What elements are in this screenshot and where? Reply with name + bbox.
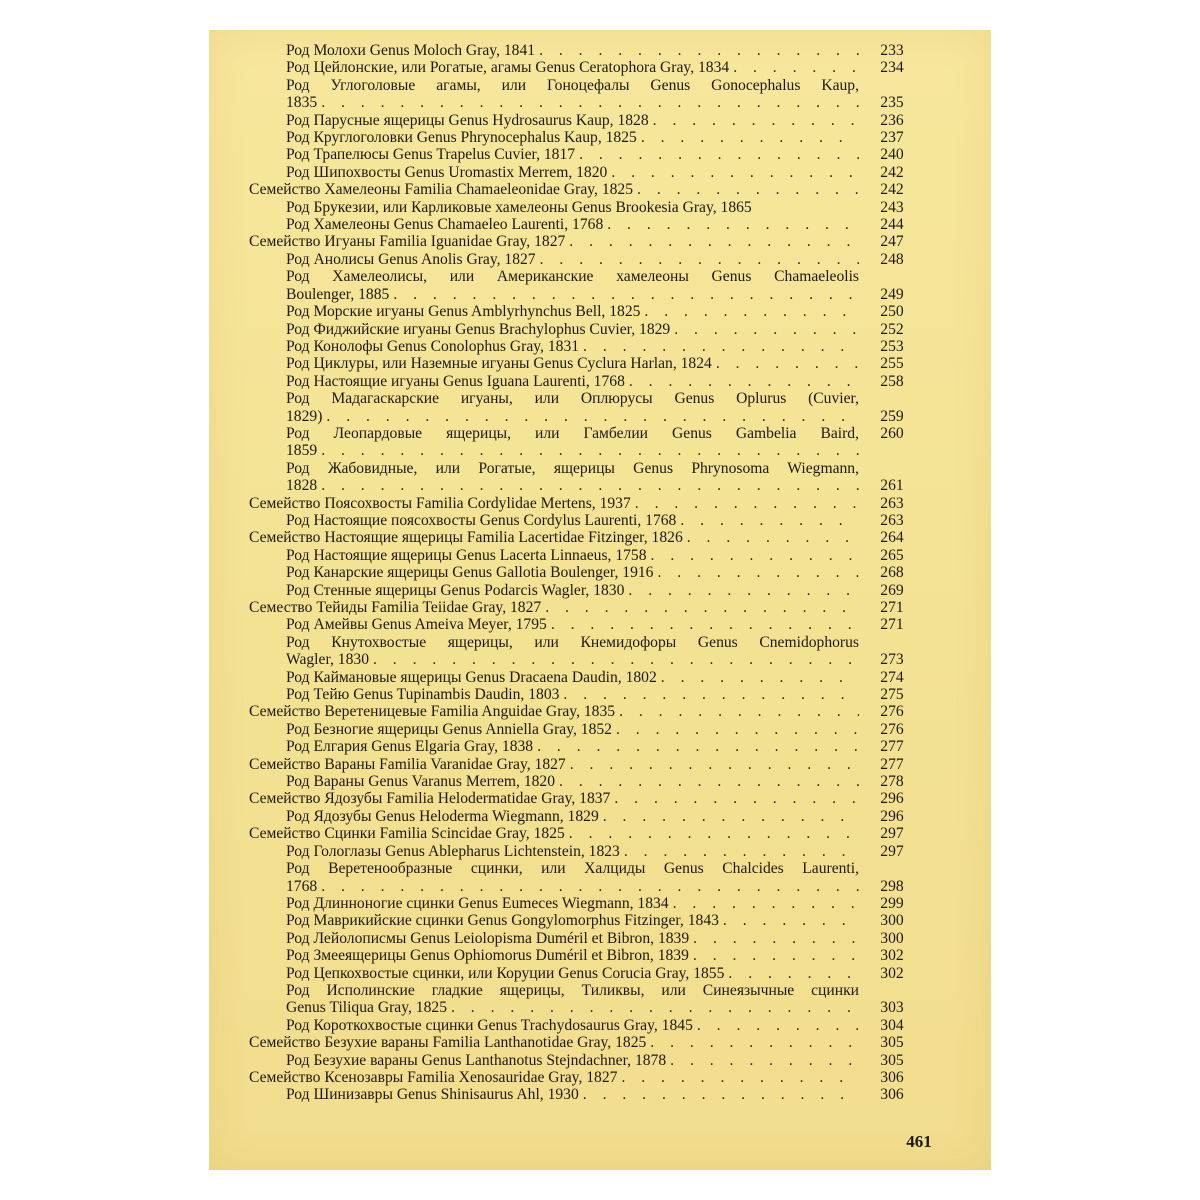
toc-page-number: 249 — [880, 285, 904, 303]
toc-entry-title: Род Парусные ящерицы Genus Hydrosaurus Kaup, 1828 — [286, 111, 649, 129]
dot-leader — [635, 495, 859, 512]
page-number: 461 — [906, 1132, 932, 1151]
toc-genus-entry — [249, 76, 904, 112]
dot-leader — [451, 999, 859, 1016]
toc-page-number: 303 — [880, 999, 904, 1017]
dot-leader — [687, 529, 859, 546]
toc-entry-title: Род Брукезии, или Карликовые хамелеоны Genus Brookesia Gray, 1865 — [286, 198, 752, 216]
toc-page-number: 276 — [880, 703, 904, 721]
dot-leader — [670, 1052, 859, 1069]
toc-page-number: 277 — [880, 755, 904, 773]
dot-leader — [321, 477, 859, 494]
toc-genus-entry — [249, 912, 904, 930]
dot-leader — [651, 547, 859, 564]
toc-genus-entry — [249, 947, 904, 965]
toc-genus-entry — [249, 633, 904, 669]
dot-leader — [693, 947, 859, 964]
dot-leader — [733, 59, 859, 76]
toc-entry-title: Род Ядозубы Genus Heloderma Wiegmann, 1829 — [286, 807, 599, 825]
dot-leader — [563, 686, 859, 703]
toc-genus-entry — [249, 320, 904, 338]
toc-entry-title: 1829) — [286, 407, 323, 425]
toc-page-number: 237 — [880, 129, 904, 147]
toc-page-number: 242 — [880, 163, 904, 181]
dot-leader — [641, 129, 859, 146]
toc-entry-title-line: Род Углоголовые агамы, или Гоноцефалы Genus Gonocephalus Kaup, — [286, 76, 859, 94]
toc-page-number: 258 — [880, 372, 904, 390]
toc-entry-title: Род Циклуры, или Наземные игуаны Genus Cyclura Harlan, 1824 — [286, 355, 712, 373]
toc-entry-title: Род Цепкохвостые сцинки, или Коруции Genus Corucia Gray, 1855 — [286, 964, 725, 982]
toc-page-number: 276 — [880, 720, 904, 738]
toc-entry-title: Род Канарские ящерицы Genus Gallotia Boulenger, 1916 — [286, 564, 654, 582]
dot-leader — [603, 808, 859, 825]
toc-page-number: 260 — [880, 424, 904, 442]
toc-genus-entry — [249, 773, 904, 791]
dot-leader — [657, 564, 859, 581]
toc-page-number: 300 — [880, 912, 904, 930]
toc-page-number: 264 — [880, 529, 904, 547]
toc-page-number: 302 — [880, 947, 904, 965]
toc-page-number: 304 — [880, 1016, 904, 1034]
dot-leader — [373, 651, 859, 668]
toc-family-entry — [249, 233, 904, 251]
toc-entry-title: Род Тейю Genus Tupinambis Daudin, 1803 — [286, 686, 560, 704]
toc-entry-title: Род Безухие вараны Genus Lanthanotus Stejndachner, 1878 — [286, 1051, 667, 1069]
toc-page-number: 274 — [880, 668, 904, 686]
toc-page-number: 247 — [880, 233, 904, 251]
toc-entry-title-line: Род Жабовидные, или Рогатые, ящерицы Genus Phrynosoma Wiegmann, — [286, 459, 859, 477]
toc-page-number: 233 — [880, 42, 904, 59]
toc-entry-title: Род Трапелюсы Genus Trapelus Cuvier, 1817 — [286, 146, 576, 164]
dot-leader — [723, 912, 859, 929]
toc-page-number: 297 — [880, 825, 904, 843]
toc-entry-title: Род Лейолописмы Genus Leiolopisma Duméril et Bibron, 1839 — [286, 929, 690, 947]
toc-entry-title: Семейство Ядозубы Familia Helodermatidae Gray, 1837 — [249, 790, 611, 808]
toc-genus-entry — [249, 198, 904, 216]
toc-entry-title: Семейство Хамелеоны Familia Chamaeleonidae Gray, 1825 — [249, 181, 634, 199]
dot-leader — [569, 233, 859, 250]
toc-page-number: 248 — [880, 250, 904, 268]
toc-genus-entry — [249, 268, 904, 303]
toc-entry-title: Род Безногие ящерицы Genus Anniella Gray, 1852 — [286, 720, 612, 738]
toc-entry-title: Семейство Безухие вараны Familia Lanthanotidae Gray, 1825 — [249, 1034, 647, 1052]
toc-entry-title: Род Настоящие ящерицы Genus Lacerta Linnaeus, 1758 — [286, 546, 647, 564]
toc-page-number: 236 — [880, 111, 904, 129]
dot-leader — [621, 1069, 859, 1086]
toc-entry-title: Род Каймановые ящерицы Genus Dracaena Daudin, 1802 — [286, 668, 657, 686]
toc-entry-title: Род Длинноногие сцинки Genus Eumeces Wiegmann, 1834 — [286, 894, 669, 912]
toc-page-number: 255 — [880, 355, 904, 373]
toc-entry-title: Род Анолисы Genus Anolis Gray, 1827 — [286, 250, 536, 268]
toc-entry-title: Род Цейлонские, или Рогатые, агамы Genus Ceratophora Gray, 1834 — [286, 59, 730, 77]
toc-genus-entry — [249, 894, 904, 912]
toc-genus-entry — [249, 964, 904, 982]
toc-page-number: 259 — [880, 407, 904, 425]
table-of-contents — [249, 42, 904, 1104]
toc-entry-title-line: Род Хамелеолисы, или Американские хамелеоны Genus Chamaeleolis — [286, 268, 859, 286]
toc-entry-title: Род Шипохвосты Genus Uromastix Merrem, 1820 — [286, 163, 608, 181]
dot-leader — [619, 703, 859, 720]
toc-genus-entry — [249, 1086, 904, 1104]
toc-entry-title: Род Шинизавры Genus Shinisaurus Ahl, 1930 — [286, 1086, 579, 1104]
toc-entry-title: Семество Тейиды Familia Teiidae Gray, 1827 — [249, 599, 542, 616]
toc-page-number: 235 — [880, 94, 904, 112]
toc-entry-title: Род Стенные ящерицы Genus Podarcis Wagler, 1830 — [286, 581, 625, 599]
toc-page-number: 300 — [880, 929, 904, 947]
dot-leader — [540, 251, 859, 268]
toc-genus-entry — [249, 720, 904, 738]
toc-genus-entry — [249, 42, 904, 59]
dot-leader — [661, 669, 859, 686]
toc-entry-title: 1768 — [286, 877, 318, 895]
toc-page-number: 240 — [880, 146, 904, 164]
toc-page-number: 261 — [880, 477, 904, 495]
toc-entry-title: Род Конолофы Genus Conolophus Gray, 1831 — [286, 337, 580, 355]
toc-genus-entry — [249, 738, 904, 756]
dot-leader — [693, 930, 859, 947]
toc-entry-title: 1828 — [286, 477, 318, 495]
toc-genus-entry — [249, 250, 904, 268]
toc-genus-entry — [249, 459, 904, 495]
dot-leader — [628, 582, 859, 599]
toc-entry-title: Семейство Сцинки Familia Scincidae Gray, 1825 — [249, 825, 565, 843]
toc-genus-entry — [249, 372, 904, 390]
toc-page-number: 263 — [880, 511, 904, 529]
toc-genus-entry — [249, 546, 904, 564]
dot-leader — [321, 94, 859, 111]
toc-genus-entry — [249, 303, 904, 321]
toc-entry-title: Wagler, 1830 — [286, 651, 369, 669]
toc-entry-title: Род Фиджийские игуаны Genus Brachylophus Cuvier, 1829 — [286, 320, 671, 338]
toc-family-entry — [249, 825, 904, 843]
dot-leader — [393, 286, 859, 303]
toc-genus-entry — [249, 1016, 904, 1034]
toc-entry-title: Род Елгария Genus Elgaria Gray, 1838 — [286, 738, 534, 756]
toc-page-number: 263 — [880, 494, 904, 512]
toc-page-number: 244 — [880, 216, 904, 234]
toc-genus-entry — [249, 216, 904, 234]
toc-entry-title-line: Род Исполинские гладкие ящерицы, Тиликвы, или Синеязычные сцинки — [286, 981, 859, 999]
toc-page-number: 268 — [880, 564, 904, 582]
toc-entry-title-line: Род Мадагаскарские игуаны, или Оплюрусы Genus Oplurus (Cuvier, — [286, 390, 859, 408]
toc-genus-entry — [249, 390, 904, 425]
toc-family-entry — [249, 529, 904, 547]
dot-leader — [650, 1034, 859, 1051]
dot-leader — [559, 773, 859, 790]
toc-page-number: 243 — [880, 198, 904, 216]
toc-genus-entry — [249, 146, 904, 164]
toc-family-entry — [249, 599, 904, 616]
toc-entry-title: Семейство Вараны Familia Varanidae Gray, 1827 — [249, 755, 566, 773]
toc-genus-entry — [249, 59, 904, 77]
toc-entry-title: Boulenger, 1885 — [286, 285, 390, 303]
toc-entry-title: Род Маврикийские сцинки Genus Gongylomorphus Fitzinger, 1843 — [286, 912, 719, 930]
toc-page-number: 306 — [880, 1086, 904, 1104]
toc-entry-title: Род Круглоголовки Genus Phrynocephalus Kaup, 1825 — [286, 129, 637, 147]
toc-entry-title-line: Род Веретенообразные сцинки, или Халциды Genus Chalcides Laurenti, — [286, 860, 859, 878]
toc-page-number: 271 — [880, 599, 904, 616]
toc-page-number: 234 — [880, 59, 904, 77]
toc-genus-entry — [249, 860, 904, 895]
toc-genus-entry — [249, 929, 904, 947]
dot-leader — [545, 599, 859, 616]
toc-genus-entry — [249, 616, 904, 634]
dot-leader — [673, 895, 859, 912]
toc-entry-title: Род Короткохвостые сцинки Genus Trachydosaurus Gray, 1845 — [286, 1016, 693, 1034]
toc-genus-entry — [249, 981, 904, 1017]
dot-leader — [674, 321, 859, 338]
dot-leader — [583, 338, 859, 355]
toc-entry-title: Семейство Поясохвосты Familia Cordylidae Mertens, 1937 — [249, 494, 631, 512]
dot-leader — [716, 355, 859, 372]
toc-genus-entry — [249, 686, 904, 704]
toc-page-number: 277 — [880, 738, 904, 756]
toc-family-entry — [249, 1034, 904, 1052]
toc-page-number: 253 — [880, 337, 904, 355]
toc-entry-title-line: Род Леопардовые ящерицы, или Гамбелии Genus Gambelia Baird, — [286, 424, 859, 442]
toc-family-entry — [249, 790, 904, 808]
toc-genus-entry — [249, 424, 904, 460]
toc-entry-title: Род Амейвы Genus Ameiva Meyer, 1795 — [286, 616, 547, 634]
dot-leader — [539, 42, 859, 59]
toc-family-entry — [249, 1068, 904, 1086]
toc-page-number: 305 — [880, 1051, 904, 1069]
dot-leader — [321, 878, 859, 895]
toc-genus-entry — [249, 842, 904, 860]
toc-family-entry — [249, 703, 904, 721]
toc-entry-title: 1859 — [286, 442, 318, 460]
toc-page-number: 305 — [880, 1034, 904, 1052]
dot-leader — [551, 616, 859, 633]
dot-leader — [653, 112, 859, 129]
toc-genus-entry — [249, 564, 904, 582]
toc-entry-title: Семейство Веретеницевые Familia Anguidae Gray, 1835 — [249, 703, 616, 721]
toc-entry-title: Семейство Настоящие ящерицы Familia Lacertidae Fitzinger, 1826 — [249, 529, 683, 547]
toc-entry-title: Род Вараны Genus Varanus Merrem, 1820 — [286, 773, 556, 791]
toc-entry-title: Род Настоящие поясохвосты Genus Cordylus Laurenti, 1768 — [286, 511, 677, 529]
toc-entry-title: Род Молохи Genus Moloch Gray, 1841 — [286, 42, 536, 59]
toc-genus-entry — [249, 581, 904, 599]
toc-page-number: 273 — [880, 651, 904, 669]
toc-entry-title: Семейство Ксенозавры Familia Xenosauridae Gray, 1827 — [249, 1068, 618, 1086]
dot-leader — [611, 164, 859, 181]
toc-entry-title: Семейство Игуаны Familia Iguanidae Gray, 1827 — [249, 233, 566, 251]
dot-leader — [637, 181, 859, 198]
toc-page-number: 296 — [880, 790, 904, 808]
toc-page-number: 242 — [880, 181, 904, 199]
toc-genus-entry — [249, 668, 904, 686]
toc-entry-title: Род Гологлазы Genus Ablepharus Lichtenstein, 1823 — [286, 842, 620, 860]
dot-leader — [326, 408, 859, 425]
toc-entry-title: Род Змееящерицы Genus Ophiomorus Duméril et Bibron, 1839 — [286, 947, 689, 965]
dot-leader — [697, 1017, 859, 1034]
toc-genus-entry — [249, 355, 904, 373]
dot-leader — [728, 965, 859, 982]
toc-family-entry — [249, 494, 904, 512]
toc-page-number: 299 — [880, 894, 904, 912]
toc-entry-title: Genus Tiliqua Gray, 1825 — [286, 999, 447, 1017]
dot-leader — [624, 843, 859, 860]
dot-leader — [321, 442, 859, 459]
toc-genus-entry — [249, 511, 904, 529]
toc-page-number: 269 — [880, 581, 904, 599]
toc-page-number: 275 — [880, 686, 904, 704]
toc-page-number: 297 — [880, 842, 904, 860]
toc-genus-entry — [249, 337, 904, 355]
toc-page-number: 302 — [880, 964, 904, 982]
toc-genus-entry — [249, 1051, 904, 1069]
toc-entry-title: 1835 — [286, 94, 318, 112]
toc-page-number: 271 — [880, 616, 904, 634]
toc-genus-entry — [249, 163, 904, 181]
dot-leader — [616, 721, 859, 738]
dot-leader — [537, 738, 859, 755]
book-page — [209, 30, 991, 1170]
toc-family-entry — [249, 755, 904, 773]
toc-entry-title: Род Морские игуаны Genus Amblyrhynchus Bell, 1825 — [286, 303, 641, 321]
toc-entry-title: Род Настоящие игуаны Genus Iguana Laurenti, 1768 — [286, 372, 625, 390]
toc-genus-entry — [249, 807, 904, 825]
dot-leader — [579, 146, 859, 163]
dot-leader — [570, 756, 859, 773]
toc-entry-title-line: Род Кнутохвостые ящерицы, или Кнемидофоры Genus Cnemidophorus — [286, 633, 859, 651]
toc-page-number: 306 — [880, 1068, 904, 1086]
toc-page-number: 296 — [880, 807, 904, 825]
dot-leader — [680, 512, 859, 529]
dot-leader — [629, 373, 859, 390]
toc-entry-title: Род Хамелеоны Genus Chamaeleo Laurenti, 1768 — [286, 216, 604, 234]
toc-page-number: 278 — [880, 773, 904, 791]
toc-page-number: 298 — [880, 877, 904, 895]
toc-page-number: 250 — [880, 303, 904, 321]
toc-genus-entry — [249, 111, 904, 129]
dot-leader — [644, 303, 859, 320]
dot-leader — [607, 216, 859, 233]
toc-page-number: 252 — [880, 320, 904, 338]
dot-leader — [583, 1086, 859, 1103]
dot-leader — [614, 790, 859, 807]
toc-genus-entry — [249, 129, 904, 147]
toc-family-entry — [249, 181, 904, 199]
toc-page-number: 265 — [880, 546, 904, 564]
dot-leader — [569, 825, 859, 842]
